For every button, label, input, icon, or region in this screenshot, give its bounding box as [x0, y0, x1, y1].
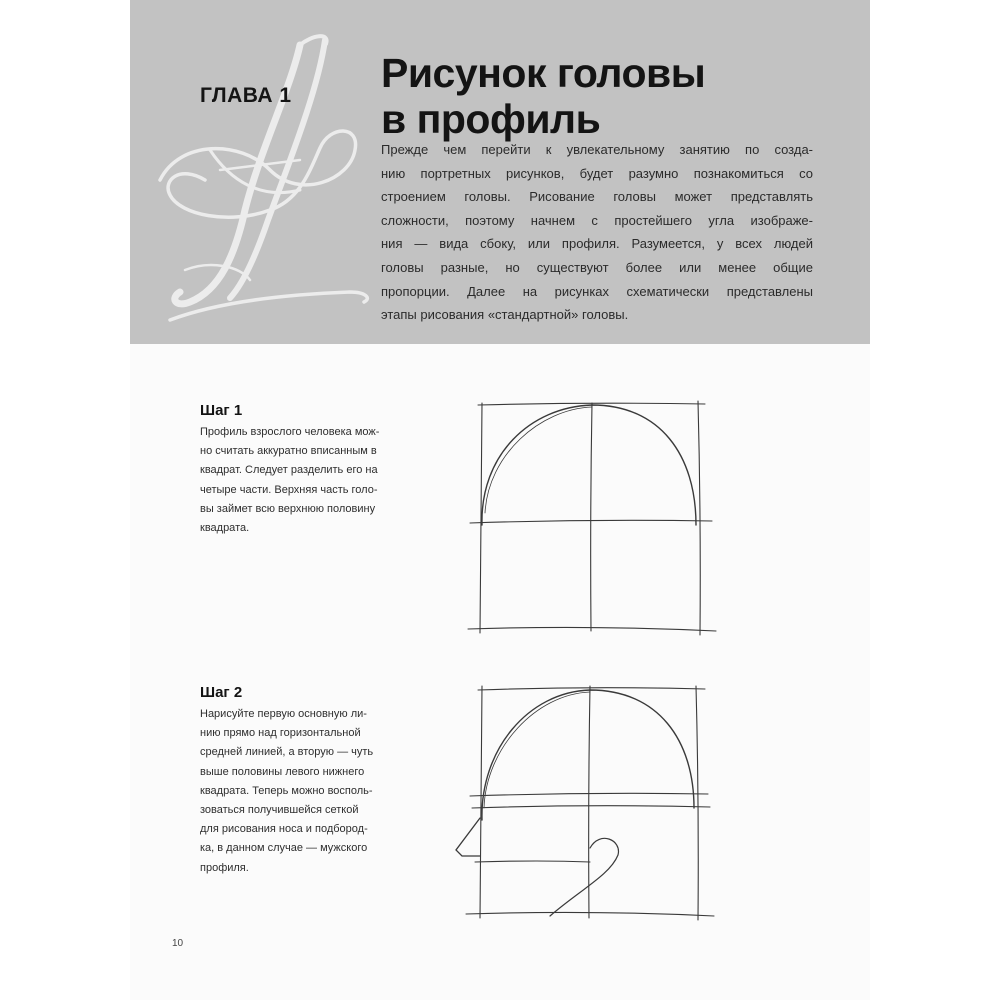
title-line: в профиль	[381, 96, 601, 142]
step-1-line: квадрата.	[200, 522, 250, 535]
step-1-line: квадрат. Следует разделить его на	[200, 464, 378, 477]
page-title	[381, 50, 705, 142]
step-1-line: Профиль взрослого человека мож-	[200, 426, 380, 438]
title-line: Рисунок головы	[381, 50, 706, 96]
intro-line: Прежде чем перейти к увлекательному занятию по созда-	[381, 142, 813, 157]
sketch-nose	[456, 818, 480, 856]
step-2-text	[200, 705, 420, 878]
step-1-title: Шаг 1	[200, 402, 243, 419]
intro-line: головы разные, но существуют более или менее общие	[381, 259, 813, 275]
intro-line: пропорции. Далее на рисунках схематически представлены	[381, 283, 813, 299]
sketch-grid-line	[472, 806, 710, 808]
step-2-line: квадрата. Теперь можно восполь-	[200, 784, 373, 797]
calligraphy-ornament-icon	[150, 30, 380, 330]
page-number: 10	[172, 938, 184, 949]
step-2-line: зоваться получившейся сеткой	[200, 804, 359, 817]
sketch-grid-line	[475, 861, 590, 862]
sketch-grid-line	[591, 403, 592, 631]
step-2-line: средней линией, а вторую — чуть	[200, 746, 374, 759]
step-2-line: профиля.	[200, 861, 249, 874]
step-2-title: Шаг 2	[200, 684, 243, 701]
sketch-head-outline	[482, 690, 694, 820]
step-2-line: для рисования носа и подбород-	[200, 823, 368, 836]
sketch-grid-line	[480, 686, 482, 918]
sketch-grid-line	[589, 686, 590, 918]
sketch-grid-line	[466, 912, 714, 916]
step-2-line: Нарисуйте первую основную ли-	[200, 708, 367, 720]
sketch-head-outline	[482, 405, 696, 525]
sketch-head-outline	[484, 692, 590, 808]
sketch-grid-line	[698, 401, 700, 635]
intro-line: строением головы. Рисование головы может представлять	[381, 189, 813, 205]
intro-paragraph	[381, 138, 813, 327]
sketch-grid-line	[468, 627, 716, 631]
step-1-text	[200, 423, 420, 538]
step-2-line: выше половины левого нижнего	[200, 765, 365, 778]
step-2-line: ка, в данном случае — мужского	[200, 842, 368, 855]
intro-line: сложности, поэтому начнем с простейшего угла изображе-	[381, 212, 813, 228]
sketch-jaw	[550, 838, 618, 916]
step-1-sketch	[460, 395, 720, 645]
intro-line: ния — вида сбоку, или профиля. Разумеется, у всех людей	[381, 236, 813, 252]
step-1-line: четыре части. Верхняя часть голо-	[200, 483, 378, 496]
step-2-line: нию прямо над горизонтальной	[200, 727, 361, 740]
step-1-line: но считать аккуратно вписанным в	[200, 445, 377, 458]
chapter-label: ГЛАВА 1	[200, 84, 292, 107]
step-2-sketch	[450, 680, 720, 930]
sketch-head-outline	[485, 407, 592, 513]
intro-line: этапы рисования «стандартной» головы.	[381, 307, 629, 323]
step-1-line: вы займет всю верхнюю половину	[200, 502, 376, 515]
intro-line: нию портретных рисунков, будет разумно познакомиться со	[381, 165, 813, 181]
sketch-grid-line	[696, 686, 698, 920]
